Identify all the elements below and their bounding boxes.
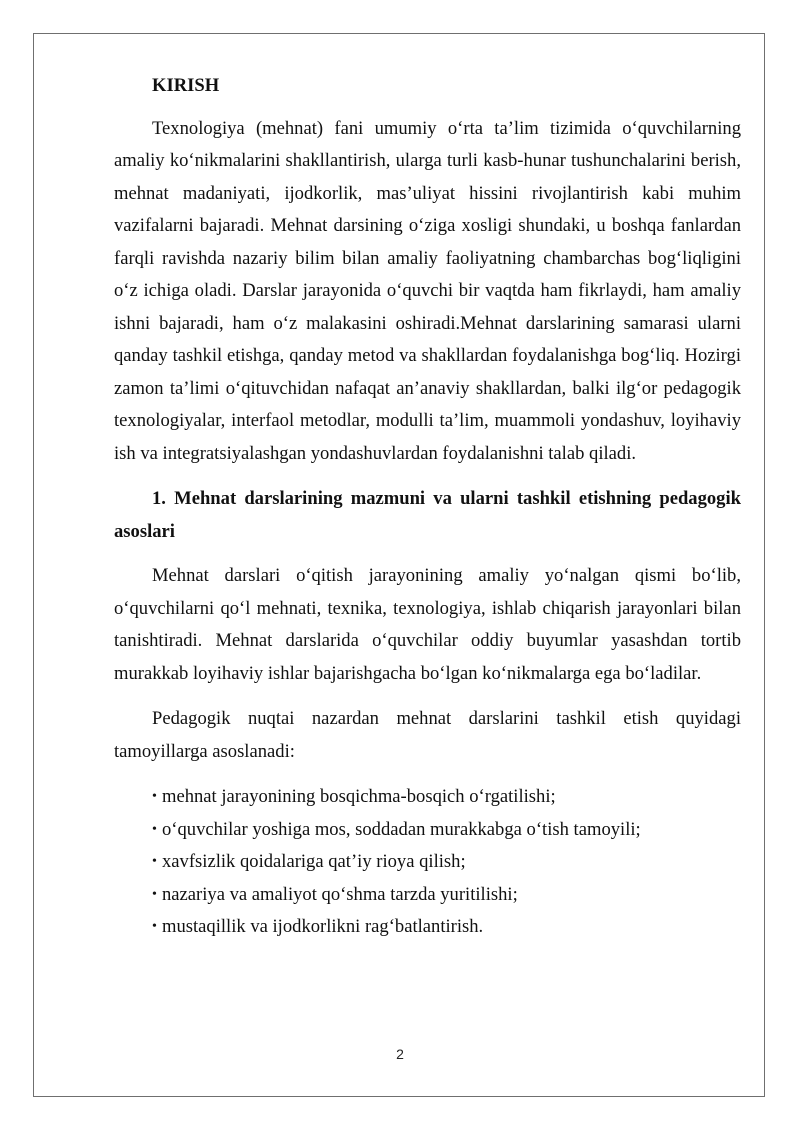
bullet-icon: • [152,821,157,837]
bullet-icon: • [152,789,157,804]
list-item [114,814,741,847]
list-item [114,911,741,944]
section-paragraph-1: Mehnat darslari o‘qitish jarayonining amaliy yo‘nalgan qismi bo‘lib, o‘quvchilarni qo‘l mehnati, texnika, texnologiya, ishlab chiqarish jarayonlari bilan tanishtiradi. Mehnat darslarida o‘quvchilar oddiy buyumlar yasashdan tortib murakkab loyihaviy ishlar bajarishgacha bo‘lgan ko‘nikmalarga ega bo‘ladilar. [114,565,741,684]
section-paragraph-2: Pedagogik nuqtai nazardan mehnat darslarini tashkil etish quyidagi tamoyillarga asoslanadi: [114,708,741,762]
heading-kirish: KIRISH [152,75,220,96]
list-item-text: mustaqillik va ijodkorlikni rag‘batlantirish. [162,916,484,937]
list-item [114,781,741,814]
bullet-icon: • [152,886,157,902]
document-body [114,70,741,944]
list-item-text: mehnat jarayonining bosqichma-bosqich o‘rgatilishi; [162,786,556,807]
page-number: 2 [396,1046,404,1062]
bullet-icon: • [152,854,157,869]
list-item-text: o‘quvchilar yoshiga mos, soddadan murakkabga o‘tish tamoyili; [162,818,641,840]
intro-paragraph: Texnologiya (mehnat) fani umumiy o‘rta ta’lim tizimida o‘quvchilarning amaliy ko‘nikmalarini shakllantirish, ularga turli kasb-hunar tushunchalarini berish, mehnat madaniyati, ijodkorlik, mas’uliyat hissini rivojlantirish kabi muhim vazifalarni bajaradi. Mehnat darsining o‘ziga xosligi shundaki, u boshqa fanlardan farqli ravishda nazariy bilim bilan amaliy faoliyatning chambarchas bog‘liqligini o‘z ichiga oladi. Darslar jarayonida o‘quvchi bir vaqtda ham fikrlaydi, ham amaliy ishni bajaradi, ham o‘z malakasini oshiradi.Mehnat darslarining samarasi ularni qanday tashkil etishga, qanday metod va shakllardan foydalanishga bog‘liq. Hozirgi zamon ta’limi o‘qituvchidan nafaqat an’anaviy shakllardan, balki ilg‘or pedagogik texnologiyalar, interfaol metodlar, modulli ta’lim, muammoli yondashuv, loyihaviy ish va integratsiyalashgan yondashuvlardan foydalanishni talab qiladi. [114,117,741,464]
list-item-text: nazariya va amaliyot qo‘shma tarzda yuritilishi; [162,883,518,905]
list-item-text: xavfsizlik qoidalariga qat’iy rioya qilish; [162,851,466,872]
list-item [114,846,741,879]
principles-list [114,781,741,944]
list-item [114,879,741,912]
bullet-icon: • [152,919,157,934]
section-heading: 1. Mehnat darslarining mazmuni va ularni tashkil etishning pedagogik asoslari [114,488,741,542]
